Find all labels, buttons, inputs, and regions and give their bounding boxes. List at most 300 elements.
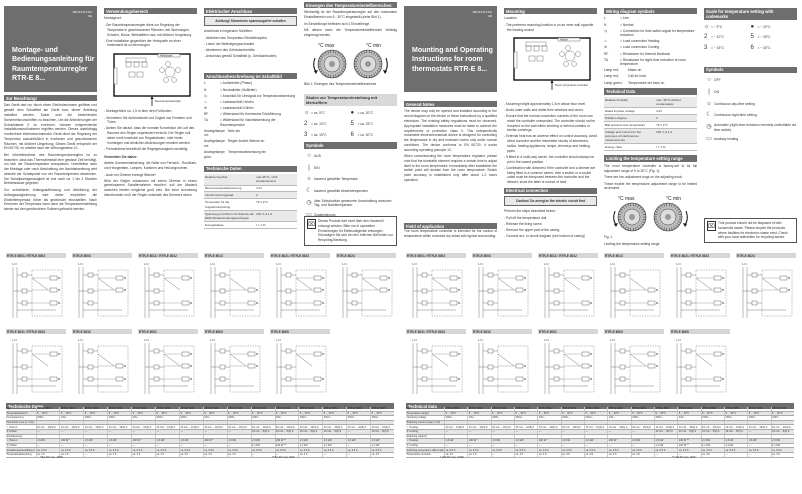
spec-cell: 230V~ (323, 416, 347, 421)
table-cell-label: Voltage and Current for the purposes of interferences measurements (604, 128, 655, 144)
spec-cell: 5 ... 30°C (678, 411, 701, 416)
section-heading: Technische Daten (6, 403, 394, 409)
spec-cell: — (631, 429, 654, 434)
spec-cell: — (347, 443, 371, 448)
spec-cell: 10 mA ... 10(4) A (701, 425, 724, 430)
spec-cell: ca. 4 K (299, 452, 323, 457)
legend-value: = Connection for time switch signal for temperature reduction (620, 28, 695, 38)
symbol-item (704, 76, 797, 85)
scale-item (351, 120, 398, 129)
wiring-diagram (138, 329, 198, 398)
section-heading: Limiting the temperature setting range (604, 155, 697, 161)
spec-cell: 2,3 kW (585, 439, 608, 444)
spec-cell: ca. 4 K (771, 452, 794, 457)
spec-cell: — (491, 443, 514, 448)
spec-cell: ca. 4 K (132, 452, 156, 457)
wiring-diagram (604, 253, 664, 322)
spec-cell: 2,3 kW (347, 439, 371, 444)
symbol-icon: ☾ (706, 112, 712, 119)
footnote: * Bei DC max. 100W (40, 456, 63, 459)
svg-text:Raumtemperaturregler: Raumtemperaturregler (155, 99, 182, 103)
codemark-icon: 6 (350, 131, 354, 138)
spec-cell: 10 mA ... 5(2) A (655, 429, 678, 434)
legend-value: = Resistance for thermal feedback (620, 51, 671, 56)
spec-cell: 5 ... 30°C (84, 411, 108, 416)
spec-cell: RTR-E 8065 (371, 407, 394, 411)
spec-cell: 230V~ (771, 416, 794, 421)
spec-cell: 24V~ (608, 416, 631, 421)
legend-value: = Lastanschluß Kühlen (220, 105, 254, 110)
circuit-svg (472, 334, 532, 396)
step-item: - Pull off the temperature dial (504, 215, 547, 220)
step-item: - Connect acc. to circuit diagram (see bottom of casing) (504, 234, 585, 239)
spec-cell: RTR-E 8002 (60, 407, 84, 411)
paragraph: Werkseitig ist der Raumtemperaturregler auf den maximalen Einstellbereich von 5 - 30°C eingestellt (siehe Bild 1). (304, 10, 397, 20)
wiring-diagram (204, 253, 264, 322)
adjust-dials-figure (304, 40, 397, 82)
spec-cell: ca. 4 K (36, 452, 60, 457)
spec-cell: ca. 4 K (203, 452, 227, 457)
spec-cell: RTR-E 8051 (725, 407, 748, 411)
list-item: - Montagehöhe ca. 1,5 m über dem Fußboden. (104, 109, 173, 114)
spec-cell: 10 mA ... 10(4) A (445, 425, 468, 430)
spec-row-label: ♨ Heizen (6, 425, 36, 430)
spec-cell: 10 mA ... 5(2) A (371, 429, 394, 434)
spec-row-label: Schaltleistung (6, 434, 36, 439)
spec-cell: ca. 0,5 K (445, 448, 468, 453)
step-item: - Abziehen des Temperatur-Einstellknopfes. (204, 35, 268, 40)
symbol-icon: | (308, 164, 310, 171)
diagram-label: RTR-E 8021 / RTR-E 8022 (670, 253, 730, 258)
symbol-item (704, 111, 797, 120)
table-cell-label: Rated impulse voltage (604, 108, 655, 115)
scale-value: = ~ 30°C (757, 46, 771, 51)
crossed-bin-icon: ⌧ (307, 219, 316, 229)
scale-value: = ca. 30°C (357, 133, 374, 138)
spec-cell: ca. 0,5 K (108, 448, 132, 453)
spec-cell: 2,3 kW (84, 439, 108, 444)
legend-key: N (604, 22, 607, 27)
subheading: Vermeiden Sie daher: (104, 154, 138, 159)
spec-cell: RTR-E 8033 (299, 407, 323, 411)
svg-text:L N: L N (610, 262, 615, 266)
caution-box: Achtung! Stromkreis spannungsfrei schalten (204, 16, 297, 26)
section-heading: Symbole (304, 142, 397, 148)
symbol-label: Zusatzheizung (314, 213, 336, 218)
spec-cell: 230V~ (347, 416, 371, 421)
circuit-svg (736, 258, 796, 320)
legend-key: N (204, 87, 207, 92)
symbol-label: Automatic (night-time reduction remotely controllable via time switch) (714, 122, 797, 132)
spec-cell: 230V~ (561, 416, 584, 421)
circuit-svg (538, 334, 598, 396)
spec-cell: — (748, 452, 771, 457)
spec-cell: 230V~ (371, 416, 394, 421)
svg-text:L N: L N (610, 338, 615, 342)
legend-item (604, 39, 697, 44)
legend-key: Lamp green: (604, 80, 623, 85)
table-cell-value: 4 kV (255, 185, 297, 192)
spec-cell: 10 mA ... 10(4) A (515, 425, 538, 430)
legend-item (604, 74, 697, 79)
scale-value: = ~ 5°C (711, 24, 723, 29)
spec-cell: 5 ... 30°C (561, 411, 584, 416)
diagram-label: RTR-E 8065 (270, 329, 330, 334)
spec-row-label: Switching capacity (406, 434, 445, 439)
table-cell-label: Spannung und Strom für Zwecke der EMV-Störaussendungsprüfungen (205, 211, 255, 220)
wiring-diagram (406, 329, 466, 398)
spec-cell: 230V~ (36, 416, 60, 421)
scale-value: = ca. 10°C (311, 122, 327, 127)
spec-cell: 5 ... 30°C (655, 411, 678, 416)
spec-row-label: Switching temperature differential (406, 448, 444, 452)
circuit-svg (406, 258, 466, 320)
spec-cell: RTR-E 8013 (561, 407, 584, 411)
symbol-item (704, 135, 797, 144)
spec-cell: 230V~ (515, 416, 538, 421)
paragraph: Zur schnelleren Anfangsaufheizung und Abkühlung der Anfangsausgleichung wird daher empfohlen die Einstelltemperatur höher als gewünscht einzustellen. Nach Erreichen der Temperatur kann dann die Temperatureinstellung wieder auf den gewünschten Sollwert gebracht werden. (4, 188, 97, 212)
spec-row-label: Nennspannung (6, 416, 36, 421)
spec-cell: 2,3 kW (227, 439, 251, 444)
table-cell-value: max 95 %, nicht kondensierend (255, 174, 297, 185)
spec-cell: ca. 0,5 K (538, 448, 561, 453)
legend-key: ♨ (204, 99, 207, 104)
svg-text:L N: L N (412, 338, 417, 342)
diagram-label: RTR-E 8063 (604, 329, 664, 334)
spec-cell: ca. 0,5 K (631, 448, 654, 453)
spec-cell: 2,3 kW (36, 439, 60, 444)
legend-value: = Neutral (620, 22, 634, 27)
spec-cell: 5 ... 30°C (323, 411, 347, 416)
legend-item (204, 88, 297, 93)
spec-cell: 10 mA ... 10(4) A (156, 425, 180, 430)
spec-cell: ca. 4 K (108, 452, 132, 457)
spec-cell: 24V~ (468, 416, 491, 421)
spec-cell: 24V~ (203, 416, 227, 421)
symbol-icon: ○ (707, 77, 711, 84)
circuit-svg (72, 258, 132, 320)
scale-value: = ca. 5°C (311, 111, 325, 116)
wiring-diagram (138, 253, 198, 322)
step-item: - Lösen der Befestigungsschraube (204, 41, 255, 46)
paragraph: The room temperature controller is intended for the control of temperature within enclosed dry areas with typical surrounding. (404, 229, 497, 238)
spec-cell: 2,3 kW (655, 439, 678, 444)
legend-key: Anzeigelampe rot: (204, 139, 225, 149)
spec-cell: — (84, 443, 108, 448)
legend-item (604, 58, 697, 68)
svg-text:L N: L N (276, 338, 281, 342)
spec-cell: 230V~ (701, 416, 724, 421)
diagram-label: RTR-E 8013 (604, 253, 664, 258)
legend-key: ◷ (204, 93, 207, 98)
circuit-svg (670, 334, 730, 396)
legend-list (604, 16, 697, 85)
list-item: - The preferred mounting location is on an inner wall opposite the heating source (504, 23, 594, 32)
table-cell-value: 2 (655, 114, 697, 121)
step-item: - Remove the upper part of the casing (504, 227, 560, 232)
spec-cell: ca. 0,5 K (701, 448, 724, 453)
paragraph: When commissioning the room temperature regulator, please note that the bimetallic element requires a certain time to adjust itself to the room temperature. Immediately after installation the switch point will deviate from the room temperature. Switch point accuracy is established only after about 1-2 hours operation. (404, 154, 497, 182)
list-item: - Achten Sie darauf, dass die normale Konvektion die Luft des Raumes den Regler ungehindert erreicht. Der Regler soll daher nicht innerhalb von Regalwänden, oder hinter Vorhängen und ähnlichen Abdeckungen montiert werden. (104, 126, 195, 145)
table-cell-label: Verschmutzungsgrad (204, 192, 255, 199)
symbol-icon: ☾ (306, 187, 312, 194)
scale-value: = ~ 20°C (757, 24, 771, 29)
legend-key: RF (604, 51, 609, 56)
list-item: - Mounting height approximately 1,5 m above floor level. (504, 101, 586, 106)
spec-cell: 2,3 kW (371, 439, 394, 444)
diagram-label: RTR-E 8003 (72, 253, 132, 258)
wiring-diagram (604, 329, 664, 398)
spec-cell: ca. 0,5 K (179, 448, 203, 453)
symbol-label: ON (714, 89, 719, 94)
floor-plan-svg (104, 50, 197, 108)
table-row (204, 185, 297, 192)
wiring-diagram (736, 253, 796, 322)
scale-item (704, 44, 751, 53)
spec-row-label: Nennstrom (cos φ = 0,6) (6, 420, 36, 425)
spec-cell: 2,3 kW (323, 439, 347, 444)
recycle-notice (704, 218, 797, 243)
spec-cell: 10 mA ... 5(2) A (251, 429, 275, 434)
spec-cell: 2,3 kW (771, 439, 794, 444)
legend-item (604, 45, 697, 50)
spec-cell: RTR-E 8065 (771, 407, 794, 411)
spec-cell: 240 W * (538, 439, 561, 444)
spec-cell: 10 mA ... 10(4) A (60, 425, 84, 430)
legend-key: ◷ (604, 28, 607, 33)
table-cell-label: Temperatur für die Kugeldruckprüfung (204, 199, 255, 210)
de-anschluss-panel (204, 0, 297, 248)
spec-cell: 230V~ (655, 416, 678, 421)
spec-cell: ca. 0,5 K (36, 448, 60, 453)
footnote: * with DC max. 100W (440, 456, 464, 459)
scale-item (304, 109, 351, 118)
spec-cell: 10 mA ... 10(4) A (84, 425, 108, 430)
symbol-list (304, 152, 397, 220)
spec-cell: RTR-E 8003 (84, 407, 108, 411)
table-cell-value: I = 1 % (255, 221, 297, 228)
svg-text:Heater: Heater (560, 38, 568, 42)
spec-cell: — (108, 429, 132, 434)
wiring-diagram (538, 329, 598, 398)
section-heading: Technische Daten (204, 166, 297, 172)
legend-item (204, 150, 297, 160)
spec-cell: 2,3 kW (251, 439, 275, 444)
section-heading: Electrical connection (504, 188, 597, 194)
legend-key: TA (204, 117, 208, 122)
wiring-diagram (406, 253, 466, 322)
diagram-label: RTR-E 8003 (472, 253, 532, 258)
spec-cell: — (132, 429, 156, 434)
table-row (204, 174, 297, 185)
section-heading: Symbols (704, 67, 797, 73)
wiring-diagram (472, 329, 532, 398)
spec-cell: ca. 4 K (608, 452, 631, 457)
tech-data-table (604, 97, 697, 152)
circuit-svg (6, 258, 66, 320)
spec-cell: 10 mA ... 5(2) A (725, 429, 748, 434)
table-row (204, 221, 297, 228)
symbol-label: dauernd gewählte Temperatur (314, 177, 358, 182)
spec-cell: ca. 0,5 K (84, 448, 108, 453)
circuit-svg (472, 258, 532, 320)
dials-svg (304, 40, 397, 82)
spec-cell: 10 mA ... 10(4) A (468, 425, 491, 430)
svg-text:L N: L N (144, 262, 149, 266)
dials-svg (604, 193, 697, 235)
subheading: Montageort: (104, 16, 122, 21)
svg-text:L N: L N (544, 338, 549, 342)
spec-row-label: Schalttemperaturdifferenz (6, 448, 36, 452)
spec-row-label: ❄ Kühlen (6, 429, 36, 434)
circuit-svg (204, 334, 264, 396)
spec-cell: 5 ... 30°C (608, 411, 631, 416)
recycle-text: Dieses Produkt darf nicht über den Hausmüll entsorgt werden. Bitte nur in speziellen Einrichtungen für Elektroaltgeräte entsorgen. Erkundigen Sie sich bei den örtlichen Behörden zur Recycling-Beratung. (318, 219, 393, 243)
codemark-icon: 6 (750, 45, 754, 52)
legend-item (204, 129, 297, 139)
spec-cell: RTR-E 8012 (538, 407, 561, 411)
symbol-label: AUS (314, 153, 321, 158)
spec-cell: 1,1 kW (655, 443, 678, 448)
scale-item (304, 131, 351, 140)
spec-row-label: ♨ Heizen (6, 439, 36, 444)
table-cell-value: 230 V, 0,1 A (255, 210, 297, 221)
de-cover-panel (4, 0, 97, 248)
svg-text:L N: L N (676, 262, 681, 266)
spec-cell: — (36, 443, 60, 448)
spec-cell: 24V~ (275, 416, 299, 421)
spec-cell: 5 ... 30°C (538, 411, 561, 416)
spec-cell: 2,3 kW (179, 439, 203, 444)
spec-cell: 10 mA ... 5(2) A (275, 429, 299, 434)
section-heading: Mounting (504, 8, 597, 14)
svg-text:L N: L N (412, 262, 417, 266)
spec-cell: 2,3 kW (108, 439, 132, 444)
spec-cell: 230V~ (299, 416, 323, 421)
spec-cell: — (631, 443, 654, 448)
spec-cell: 1,1 kW (771, 443, 794, 448)
spec-cell: 2,3 kW (156, 439, 180, 444)
spec-cell: 240 W * (468, 439, 491, 444)
list-item: - External heat has an adverse effect on control accuracy. Avoid direct sunshine and the immediate vicinity of televisions, radios, heating appliances, lamps, chimneys and heating pipes. (504, 134, 597, 153)
spec-cell: ca. 4 K (60, 452, 84, 457)
diagram-label: RTR-E 8011 / RTR-E 8012 (538, 253, 598, 258)
table-row (204, 192, 297, 199)
spec-cell: 10 mA ... 10(4) A (561, 425, 584, 430)
footnote: ** with DC max. 80W (672, 456, 696, 459)
symbol-label: dauernd gewählte Absenktemperatur (314, 188, 368, 193)
circuit-svg (670, 258, 730, 320)
spec-cell: ca. 0,5 K (323, 448, 347, 453)
spec-cell: 10 mA ... 10(4) A (678, 425, 701, 430)
scale-value: = ca. 25°C (357, 122, 374, 127)
spec-cell: 10 mA ... 5(2) A (701, 429, 724, 434)
symbol-icon: ◷ (706, 124, 712, 131)
symbol-label: Continuous night-time setting (714, 113, 757, 118)
spec-cell: 1,1 kW (701, 443, 724, 448)
spec-cell: 230V~ (748, 416, 771, 421)
en-wiring-panel (604, 0, 697, 248)
legend-value: = Anschluß für Uhrsignal zur Temperaturabsenkung (220, 93, 296, 98)
spec-row-label: Temperaturabsenkung (6, 452, 36, 457)
spec-row-label: Switching current (cosφ = 0,6) (406, 420, 445, 425)
spec-cell: RTR-E 8002 (468, 407, 491, 411)
table-cell-label: Energieklasse (204, 221, 255, 228)
svg-text:L N: L N (544, 262, 549, 266)
spec-cell: — (108, 443, 132, 448)
spec-cell: 10 mA ... 10(4) A (491, 425, 514, 430)
legend-value: = Außenleiter (Phase) (220, 81, 252, 86)
spec-cell: 5 ... 30°C (515, 411, 538, 416)
table-row (604, 114, 697, 121)
spec-cell: 230V~ (108, 416, 132, 421)
spec-cell: 240 W * (60, 439, 84, 444)
svg-text:Heizkörper: Heizkörper (160, 54, 173, 58)
legend-key: ❄ (204, 105, 207, 110)
spec-cell: — (748, 429, 771, 434)
svg-text:L N: L N (12, 338, 17, 342)
symbol-label: Auxiliary heating (714, 137, 739, 142)
spec-cell: 5 ... 30°C (701, 411, 724, 416)
paragraph: The room temperature controller is factory-set to its full adjustment range of 5 to 30°C (Fig. 1). (604, 163, 697, 173)
spec-row-label: ♨ Heating (406, 425, 445, 430)
paragraph: Bei Inbetriebnahme des Raumtemperaturreglers ist zu beachten, dass das Thermobimetall eine gewisse Zeit benötigt, um sich der Raumtemperatur anzupassen. Unmittelbar nach der Montage oder nach Abschaltung der Nachtabsenkung wird deshalb der Schaltpunkt von der Raumtemperatur abweichen. Die Schaltpunktgenauigkeit ist erst nach ca. 1 bis 2 Stunden Betriebsdauer gegeben. (4, 152, 97, 186)
scale-item (704, 23, 751, 32)
list-item: - Combination with dimmers! If the controller and a dimmer are being fitted in a common carrier, then a switch or a socket outlet must be interposed between the controller and the dimmer, since the latter is source of heat. (504, 165, 596, 185)
spec-row-label: ❄ Cooling (406, 429, 445, 434)
spec-cell: — (678, 452, 701, 457)
wiring-diagram (6, 253, 66, 322)
codemark-icon: ● (750, 23, 755, 30)
spec-row-label: Temperaturbereich (6, 411, 36, 416)
diagram-label: RTR-E 8065 (670, 329, 730, 334)
svg-text:L N: L N (742, 262, 747, 266)
spec-cell: 2,3 kW (515, 439, 538, 444)
spec-cell: 10 mA ... 10(4) A (108, 425, 132, 430)
diagram-label: RTR-E 8033 (472, 329, 532, 334)
floor-plan-svg (504, 34, 597, 92)
spec-cell: ca. 0,5 K (60, 448, 84, 453)
spec-cell: 24V~ (60, 416, 84, 421)
spec-cell: — (60, 443, 84, 448)
spec-cell: — (227, 443, 251, 448)
diagram-label: RTR-E 8051 (538, 329, 598, 334)
spec-cell: — (445, 429, 468, 434)
diagram-label: RTR-E 8033 (72, 329, 132, 334)
spec-cell: 5 ... 30°C (203, 411, 227, 416)
spec-cell: 5 ... 30°C (179, 411, 203, 416)
paragraph: Anschluss in folgenden Schritten: (204, 29, 253, 34)
legend-key: Lamp red: (604, 68, 619, 73)
step-item: - Anschluss gemäß Schaltbild (s. Gehäuseboden). (204, 54, 278, 59)
legend-item (204, 139, 297, 149)
legend-key: TA (604, 57, 608, 62)
spec-cell: — (203, 429, 227, 434)
spec-cell: — (36, 429, 60, 434)
spec-cell: ca. 0,5 K (371, 448, 394, 453)
figure-caption: Bild 1: Einengen des Temperatureinstellbereiches (304, 81, 377, 86)
spec-cell: — (227, 429, 251, 434)
spec-cell: RTR-E 8023 (227, 407, 251, 411)
legend-key: Anzeigelampe grün: (204, 150, 225, 160)
footnote: ** Bei DC max. 80W (272, 456, 295, 459)
legend-item (204, 81, 297, 86)
svg-text:L N: L N (342, 262, 347, 266)
spec-cell: 230V~ (585, 416, 608, 421)
de-title: Montage- und Bedienungsanleitung für Raumtemperaturregler RTR-E 8... (12, 47, 95, 83)
spec-cell: — (323, 452, 347, 457)
symbol-icon: ○ (307, 152, 311, 159)
